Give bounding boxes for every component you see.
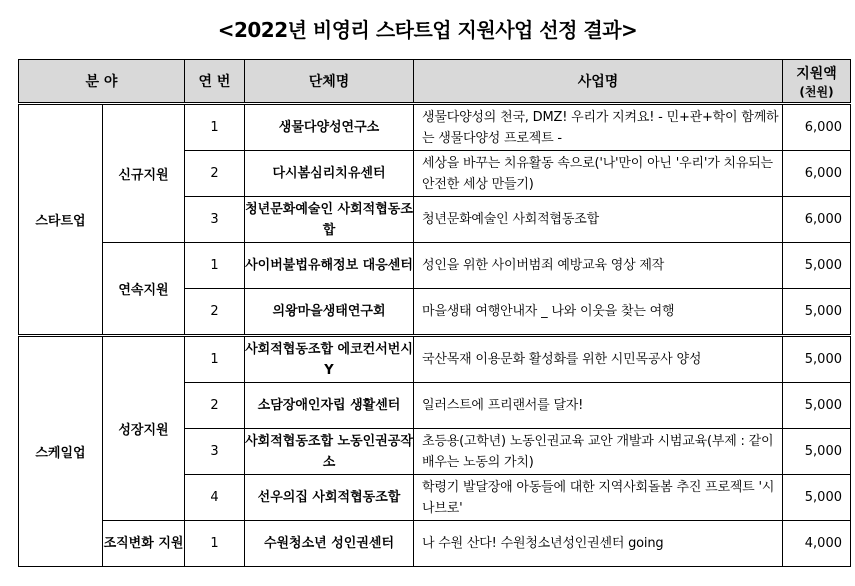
row-org: 사이버불법유해정보 대응센터 — [245, 243, 414, 289]
row-project: 나 수원 산다! 수원청소년성인권센터 going — [414, 521, 783, 567]
row-org: 사회적협동조합 노동인권공작소 — [245, 429, 414, 475]
group-label-growth: 성장지원 — [103, 336, 185, 521]
row-org: 청년문화예술인 사회적협동조합 — [245, 197, 414, 243]
row-project: 일러스트에 프리랜서를 달자! — [414, 383, 783, 429]
header-project: 사업명 — [414, 60, 783, 104]
row-org: 수원청소년 성인권센터 — [245, 521, 414, 567]
results-table — [18, 59, 851, 567]
row-project: 생물다양성의 천국, DMZ! 우리가 지켜요! - 민+관+학이 함께하는 생물다양성 프로젝트 - — [414, 104, 783, 151]
row-amount: 5,000 — [783, 475, 851, 521]
row-amount: 5,000 — [783, 336, 851, 383]
row-amount: 6,000 — [783, 197, 851, 243]
row-amount: 5,000 — [783, 429, 851, 475]
row-project: 초등용(고학년) 노동인권교육 교안 개발과 시범교육(부제 : 같이 배우는 노동의 가치) — [414, 429, 783, 475]
page-title: <2022년 비영리 스타트업 지원사업 선정 결과> — [217, 18, 638, 42]
table-row — [19, 521, 851, 567]
group-label-org-change: 조직변화 지원 — [103, 521, 185, 567]
table-row — [19, 104, 851, 151]
row-no: 2 — [185, 151, 245, 197]
row-project: 성인을 위한 사이버범죄 예방교육 영상 제작 — [414, 243, 783, 289]
row-project: 청년문화예술인 사회적협동조합 — [414, 197, 783, 243]
row-amount: 6,000 — [783, 151, 851, 197]
row-no: 1 — [185, 104, 245, 151]
row-amount: 6,000 — [783, 104, 851, 151]
row-amount: 5,000 — [783, 289, 851, 336]
row-org: 다시봄심리치유센터 — [245, 151, 414, 197]
row-amount: 5,000 — [783, 243, 851, 289]
header-row — [19, 60, 851, 104]
row-org: 선우의집 사회적협동조합 — [245, 475, 414, 521]
row-no: 3 — [185, 429, 245, 475]
header-field: 분 야 — [19, 60, 185, 104]
row-no: 1 — [185, 243, 245, 289]
header-amount-unit: (천원) — [799, 84, 834, 99]
table-row — [19, 336, 851, 383]
row-no: 3 — [185, 197, 245, 243]
group-label-new: 신규지원 — [103, 104, 185, 243]
row-project: 국산목재 이용문화 활성화를 위한 시민목공사 양성 — [414, 336, 783, 383]
table-row — [19, 243, 851, 289]
row-org: 생물다양성연구소 — [245, 104, 414, 151]
row-amount: 4,000 — [783, 521, 851, 567]
header-org: 단체명 — [245, 60, 414, 104]
row-org: 소담장애인자립 생활센터 — [245, 383, 414, 429]
row-no: 2 — [185, 383, 245, 429]
row-org: 사회적협동조합 에코컨서번시Y — [245, 336, 414, 383]
row-project: 세상을 바꾸는 치유활동 속으로('나'만이 아닌 '우리'가 치유되는 안전한 세상 만들기) — [414, 151, 783, 197]
row-no: 2 — [185, 289, 245, 336]
row-no: 4 — [185, 475, 245, 521]
row-project: 마을생태 여행안내자 _ 나와 이웃을 찾는 여행 — [414, 289, 783, 336]
row-project: 학령기 발달장애 아동들에 대한 지역사회돌봄 추진 프로젝트 '시나브로' — [414, 475, 783, 521]
group-label-cont: 연속지원 — [103, 243, 185, 336]
row-amount: 5,000 — [783, 383, 851, 429]
row-no: 1 — [185, 521, 245, 567]
header-num: 연 번 — [185, 60, 245, 104]
section-label-startup: 스타트업 — [19, 104, 103, 336]
header-amount-label: 지원액 — [796, 65, 837, 82]
section-label-scaleup: 스케일업 — [19, 336, 103, 567]
row-no: 1 — [185, 336, 245, 383]
row-org: 의왕마을생태연구회 — [245, 289, 414, 336]
header-amount — [783, 60, 851, 104]
